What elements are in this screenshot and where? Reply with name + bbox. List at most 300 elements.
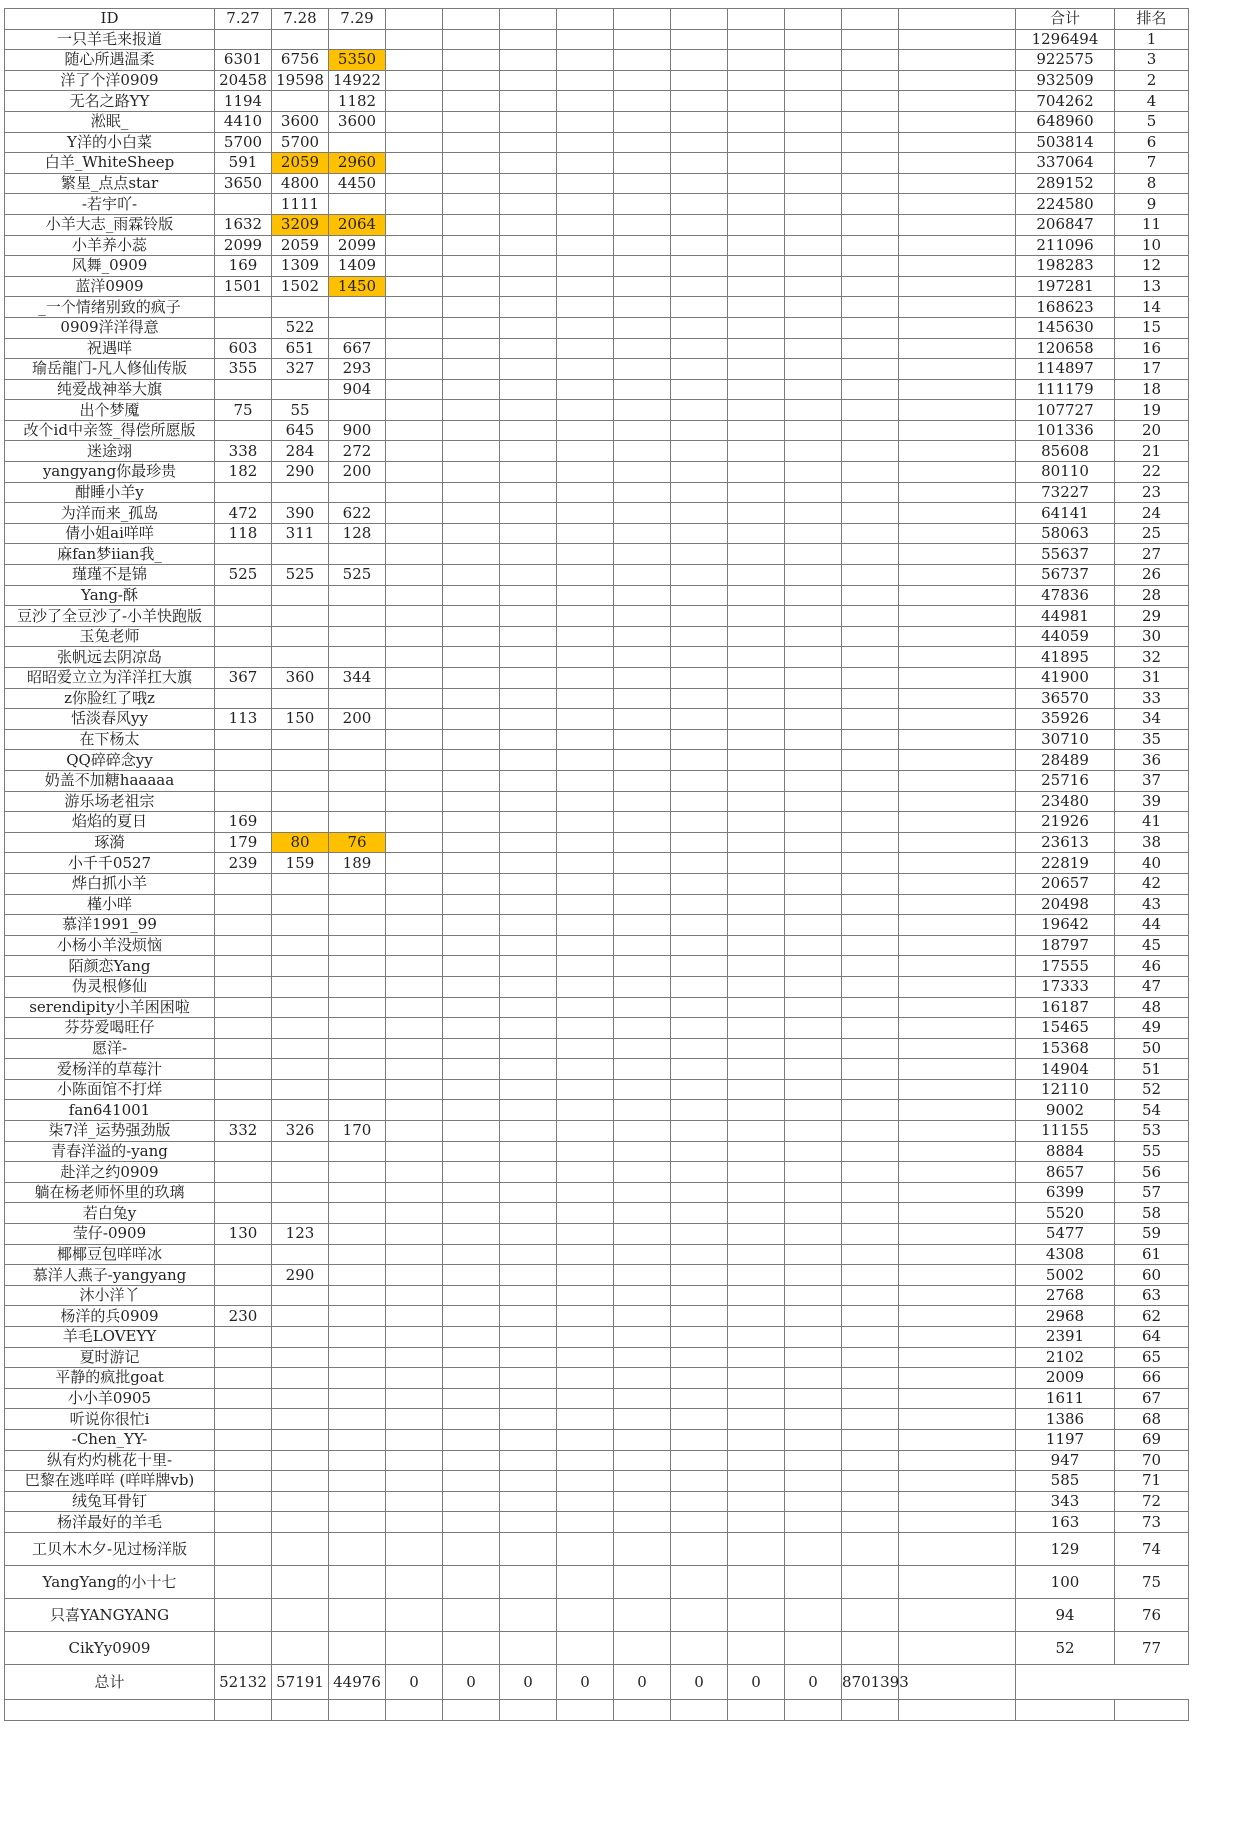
empty-cell — [671, 153, 728, 174]
empty-cell — [614, 338, 671, 359]
empty-cell — [386, 379, 443, 400]
row-id: 恬淡春风yy — [5, 709, 215, 730]
empty-cell — [386, 915, 443, 936]
row-total: 20657 — [1016, 873, 1115, 894]
empty-cell — [443, 441, 500, 462]
empty-cell — [728, 1368, 785, 1389]
row-date-value — [272, 1059, 329, 1080]
empty-cell — [386, 1471, 443, 1492]
empty-cell — [728, 523, 785, 544]
empty-cell — [785, 194, 842, 215]
empty-cell — [386, 1121, 443, 1142]
row-rank: 63 — [1115, 1285, 1189, 1306]
row-id: 纯爱战神举大旗 — [5, 379, 215, 400]
row-id: 蓝洋0909 — [5, 276, 215, 297]
row-id: 只喜YANGYANG — [5, 1598, 215, 1631]
row-total: 648960 — [1016, 111, 1115, 132]
empty-cell — [671, 70, 728, 91]
empty-cell — [500, 1532, 557, 1565]
row-date-value — [272, 1141, 329, 1162]
empty-cell — [557, 1368, 614, 1389]
empty-cell — [614, 853, 671, 874]
table-row — [5, 1565, 1189, 1598]
empty-cell — [500, 1079, 557, 1100]
empty-cell — [557, 132, 614, 153]
empty-cell — [842, 1141, 899, 1162]
empty-cell — [557, 915, 614, 936]
row-total: 23613 — [1016, 832, 1115, 853]
empty-cell — [785, 1100, 842, 1121]
empty-cell — [899, 1512, 1016, 1533]
empty-cell — [386, 1038, 443, 1059]
empty-cell — [386, 1059, 443, 1080]
empty-cell — [728, 1079, 785, 1100]
empty-cell — [557, 111, 614, 132]
row-id: serendipity小羊困困啦 — [5, 997, 215, 1018]
empty-cell — [671, 338, 728, 359]
empty-cell — [386, 462, 443, 483]
empty-cell — [785, 1265, 842, 1286]
table-row — [5, 873, 1189, 894]
empty-cell — [842, 853, 899, 874]
empty-cell — [386, 173, 443, 194]
empty-cell — [899, 462, 1016, 483]
empty-cell — [614, 1059, 671, 1080]
empty-cell — [899, 565, 1016, 586]
empty-cell — [557, 1059, 614, 1080]
empty-cell — [671, 1100, 728, 1121]
empty-cell — [557, 606, 614, 627]
row-rank: 23 — [1115, 482, 1189, 503]
row-date-value — [329, 1388, 386, 1409]
empty-cell — [557, 29, 614, 50]
row-date-value — [272, 647, 329, 668]
row-date-value — [215, 1491, 272, 1512]
empty-cell — [443, 317, 500, 338]
empty-cell — [728, 441, 785, 462]
empty-cell — [671, 1182, 728, 1203]
empty-cell — [785, 1368, 842, 1389]
row-date-value: 200 — [329, 462, 386, 483]
row-rank: 26 — [1115, 565, 1189, 586]
table-row — [5, 1141, 1189, 1162]
empty-cell — [500, 1631, 557, 1664]
empty-cell — [614, 688, 671, 709]
empty-cell — [386, 688, 443, 709]
row-date-value: 182 — [215, 462, 272, 483]
row-total: 20498 — [1016, 894, 1115, 915]
empty-cell — [671, 606, 728, 627]
empty-cell — [671, 1162, 728, 1183]
empty-cell — [500, 194, 557, 215]
row-date-value: 525 — [215, 565, 272, 586]
row-id: 伪灵根修仙 — [5, 976, 215, 997]
empty-cell — [728, 462, 785, 483]
row-rank: 54 — [1115, 1100, 1189, 1121]
empty-cell — [728, 111, 785, 132]
row-date-value — [272, 1203, 329, 1224]
row-total: 23480 — [1016, 791, 1115, 812]
empty-cell — [386, 256, 443, 277]
empty-cell — [443, 894, 500, 915]
empty-cell — [671, 503, 728, 524]
empty-cell — [614, 462, 671, 483]
row-date-value — [272, 1368, 329, 1389]
empty-cell — [899, 1285, 1016, 1306]
row-rank: 13 — [1115, 276, 1189, 297]
empty-cell — [443, 1388, 500, 1409]
row-id: 绒兔耳骨钉 — [5, 1491, 215, 1512]
row-date-value: 272 — [329, 441, 386, 462]
empty-cell — [785, 297, 842, 318]
row-date-value — [215, 544, 272, 565]
empty-cell — [671, 1224, 728, 1245]
empty-cell — [899, 1244, 1016, 1265]
row-date-value: 239 — [215, 853, 272, 874]
row-id: 赴洋之约0909 — [5, 1162, 215, 1183]
header-empty-cell — [386, 9, 443, 30]
row-date-value — [215, 1409, 272, 1430]
row-date-value — [329, 132, 386, 153]
row-id: -若宇吖- — [5, 194, 215, 215]
row-date-value: 113 — [215, 709, 272, 730]
row-rank: 15 — [1115, 317, 1189, 338]
empty-cell — [842, 214, 899, 235]
empty-cell — [899, 317, 1016, 338]
empty-cell — [386, 1100, 443, 1121]
empty-cell — [614, 1018, 671, 1039]
empty-cell — [785, 1409, 842, 1430]
empty-cell — [728, 709, 785, 730]
empty-cell — [614, 1429, 671, 1450]
empty-cell — [614, 770, 671, 791]
empty-cell — [557, 853, 614, 874]
row-date-value: 76 — [329, 832, 386, 853]
empty-cell — [500, 1244, 557, 1265]
empty-cell — [386, 1347, 443, 1368]
grand-total-value: 57191 — [272, 1664, 329, 1699]
empty-cell — [386, 770, 443, 791]
row-rank: 74 — [1115, 1532, 1189, 1565]
empty-cell — [671, 1631, 728, 1664]
empty-cell — [728, 565, 785, 586]
empty-cell — [500, 276, 557, 297]
empty-cell — [842, 338, 899, 359]
row-rank: 60 — [1115, 1265, 1189, 1286]
row-date-value — [272, 688, 329, 709]
empty-cell — [785, 915, 842, 936]
row-date-value — [329, 688, 386, 709]
empty-cell — [842, 1285, 899, 1306]
row-id: 槿小咩 — [5, 894, 215, 915]
empty-cell — [557, 235, 614, 256]
row-date-value: 367 — [215, 668, 272, 689]
row-id: 青春洋溢的-yang — [5, 1141, 215, 1162]
row-date-value: 128 — [329, 523, 386, 544]
empty-cell — [443, 1368, 500, 1389]
table-row — [5, 688, 1189, 709]
empty-cell — [614, 1598, 671, 1631]
row-date-value: 14922 — [329, 70, 386, 91]
empty-cell — [386, 1429, 443, 1450]
empty-cell — [899, 1409, 1016, 1430]
empty-cell — [785, 400, 842, 421]
empty-cell — [500, 1162, 557, 1183]
row-id: 烨白抓小羊 — [5, 873, 215, 894]
empty-cell — [671, 626, 728, 647]
empty-cell — [557, 1532, 614, 1565]
empty-cell — [329, 1699, 386, 1720]
row-total: 80110 — [1016, 462, 1115, 483]
empty-cell — [899, 379, 1016, 400]
empty-cell — [671, 853, 728, 874]
table-row — [5, 276, 1189, 297]
empty-cell — [443, 1203, 500, 1224]
table-row — [5, 1285, 1189, 1306]
row-date-value: 80 — [272, 832, 329, 853]
row-date-value — [329, 1450, 386, 1471]
empty-cell — [557, 668, 614, 689]
empty-cell — [842, 688, 899, 709]
empty-cell — [500, 1100, 557, 1121]
empty-cell — [557, 70, 614, 91]
empty-cell — [500, 50, 557, 71]
empty-cell — [557, 1450, 614, 1471]
empty-cell — [899, 420, 1016, 441]
empty-cell — [557, 276, 614, 297]
empty-cell — [614, 1512, 671, 1533]
row-rank: 56 — [1115, 1162, 1189, 1183]
empty-cell — [671, 420, 728, 441]
empty-cell — [386, 1491, 443, 1512]
table-row — [5, 915, 1189, 936]
empty-cell — [386, 482, 443, 503]
row-total: 2391 — [1016, 1327, 1115, 1348]
empty-cell — [728, 91, 785, 112]
table-row — [5, 317, 1189, 338]
table-row — [5, 935, 1189, 956]
empty-cell — [386, 1162, 443, 1183]
row-total: 52 — [1016, 1631, 1115, 1664]
row-date-value: 230 — [215, 1306, 272, 1327]
table-row — [5, 1471, 1189, 1492]
empty-cell — [671, 997, 728, 1018]
empty-cell — [785, 1306, 842, 1327]
empty-cell — [5, 1699, 215, 1720]
table-row — [5, 523, 1189, 544]
empty-cell — [386, 214, 443, 235]
empty-cell — [386, 544, 443, 565]
table-row — [5, 1429, 1189, 1450]
row-date-value — [329, 1512, 386, 1533]
table-row — [5, 1059, 1189, 1080]
empty-cell — [443, 1409, 500, 1430]
empty-cell — [671, 1059, 728, 1080]
empty-cell — [500, 173, 557, 194]
row-date-value — [215, 873, 272, 894]
empty-cell — [842, 750, 899, 771]
row-id: 为洋而来_孤岛 — [5, 503, 215, 524]
empty-cell — [500, 812, 557, 833]
empty-cell — [785, 688, 842, 709]
trailing-row — [5, 1699, 1189, 1720]
empty-cell — [842, 565, 899, 586]
row-date-value: 651 — [272, 338, 329, 359]
empty-cell — [785, 873, 842, 894]
row-date-value: 20458 — [215, 70, 272, 91]
empty-cell — [443, 1100, 500, 1121]
empty-cell — [386, 812, 443, 833]
empty-cell — [899, 1388, 1016, 1409]
table-row — [5, 420, 1189, 441]
row-date-value — [272, 1038, 329, 1059]
row-rank: 12 — [1115, 256, 1189, 277]
empty-cell — [785, 1059, 842, 1080]
header-empty-cell — [842, 9, 899, 30]
empty-cell — [614, 894, 671, 915]
empty-cell — [728, 750, 785, 771]
empty-cell — [785, 1631, 842, 1664]
empty-cell — [785, 441, 842, 462]
row-id: fan641001 — [5, 1100, 215, 1121]
empty-cell — [842, 1471, 899, 1492]
row-date-value — [272, 1388, 329, 1409]
empty-cell — [842, 626, 899, 647]
row-date-value — [329, 750, 386, 771]
empty-cell — [899, 647, 1016, 668]
empty-cell — [899, 132, 1016, 153]
empty-cell — [785, 70, 842, 91]
empty-cell — [614, 750, 671, 771]
row-date-value — [329, 1059, 386, 1080]
empty-cell — [614, 214, 671, 235]
empty-cell — [500, 1512, 557, 1533]
row-date-value — [272, 1100, 329, 1121]
empty-cell — [500, 132, 557, 153]
table-row — [5, 1450, 1189, 1471]
empty-cell — [899, 976, 1016, 997]
empty-cell — [614, 1079, 671, 1100]
empty-cell — [443, 956, 500, 977]
row-id: 慕洋1991_99 — [5, 915, 215, 936]
empty-cell — [443, 688, 500, 709]
empty-cell — [899, 359, 1016, 380]
row-id: 改个id中亲签_得偿所愿版 — [5, 420, 215, 441]
row-total: 85608 — [1016, 441, 1115, 462]
empty-cell — [443, 111, 500, 132]
empty-cell — [842, 70, 899, 91]
empty-cell — [386, 111, 443, 132]
row-id: Yang-酥 — [5, 585, 215, 606]
table-row — [5, 729, 1189, 750]
empty-cell — [842, 832, 899, 853]
row-date-value: 1194 — [215, 91, 272, 112]
empty-cell — [785, 976, 842, 997]
empty-cell — [443, 853, 500, 874]
row-date-value: 6301 — [215, 50, 272, 71]
empty-cell — [671, 194, 728, 215]
empty-cell — [557, 214, 614, 235]
row-total: 12110 — [1016, 1079, 1115, 1100]
empty-cell — [785, 153, 842, 174]
empty-cell — [842, 132, 899, 153]
empty-cell — [842, 50, 899, 71]
empty-cell — [614, 400, 671, 421]
empty-cell — [899, 1141, 1016, 1162]
empty-cell — [557, 482, 614, 503]
row-total: 64141 — [1016, 503, 1115, 524]
empty-cell — [671, 1491, 728, 1512]
row-id: 小羊养小蕊 — [5, 235, 215, 256]
empty-cell — [500, 317, 557, 338]
empty-cell — [386, 585, 443, 606]
empty-cell — [785, 750, 842, 771]
empty-cell — [842, 359, 899, 380]
empty-cell — [728, 1699, 785, 1720]
row-date-value: 667 — [329, 338, 386, 359]
empty-cell — [899, 441, 1016, 462]
empty-cell — [443, 1491, 500, 1512]
empty-cell — [842, 606, 899, 627]
table-row — [5, 1038, 1189, 1059]
row-rank: 22 — [1115, 462, 1189, 483]
empty-cell — [671, 935, 728, 956]
empty-cell — [500, 1565, 557, 1598]
empty-cell — [614, 50, 671, 71]
empty-cell — [614, 379, 671, 400]
empty-cell — [671, 873, 728, 894]
row-total: 1197 — [1016, 1429, 1115, 1450]
empty-cell — [671, 915, 728, 936]
empty-cell — [842, 1265, 899, 1286]
row-date-value — [329, 956, 386, 977]
empty-cell — [557, 173, 614, 194]
table-row — [5, 1388, 1189, 1409]
row-id: z你脸红了哦z — [5, 688, 215, 709]
empty-cell — [728, 276, 785, 297]
row-date-value — [272, 482, 329, 503]
empty-cell — [557, 544, 614, 565]
empty-cell — [500, 420, 557, 441]
row-total: 114897 — [1016, 359, 1115, 380]
empty-cell — [557, 400, 614, 421]
empty-cell — [671, 359, 728, 380]
empty-cell — [899, 956, 1016, 977]
row-date-value — [272, 750, 329, 771]
empty-cell — [500, 235, 557, 256]
empty-cell — [899, 1079, 1016, 1100]
empty-cell — [785, 544, 842, 565]
row-date-value — [272, 585, 329, 606]
empty-cell — [671, 1471, 728, 1492]
row-date-value: 3209 — [272, 214, 329, 235]
empty-cell — [842, 379, 899, 400]
empty-cell — [443, 626, 500, 647]
row-date-value: 5700 — [272, 132, 329, 153]
row-date-value — [272, 1409, 329, 1430]
row-rank: 14 — [1115, 297, 1189, 318]
empty-cell — [614, 29, 671, 50]
empty-cell — [899, 1565, 1016, 1598]
empty-cell — [842, 1491, 899, 1512]
empty-cell — [728, 1265, 785, 1286]
empty-cell — [785, 1388, 842, 1409]
empty-cell — [500, 503, 557, 524]
row-rank: 41 — [1115, 812, 1189, 833]
empty-cell — [842, 1565, 899, 1598]
empty-cell — [500, 1388, 557, 1409]
row-rank: 59 — [1115, 1224, 1189, 1245]
